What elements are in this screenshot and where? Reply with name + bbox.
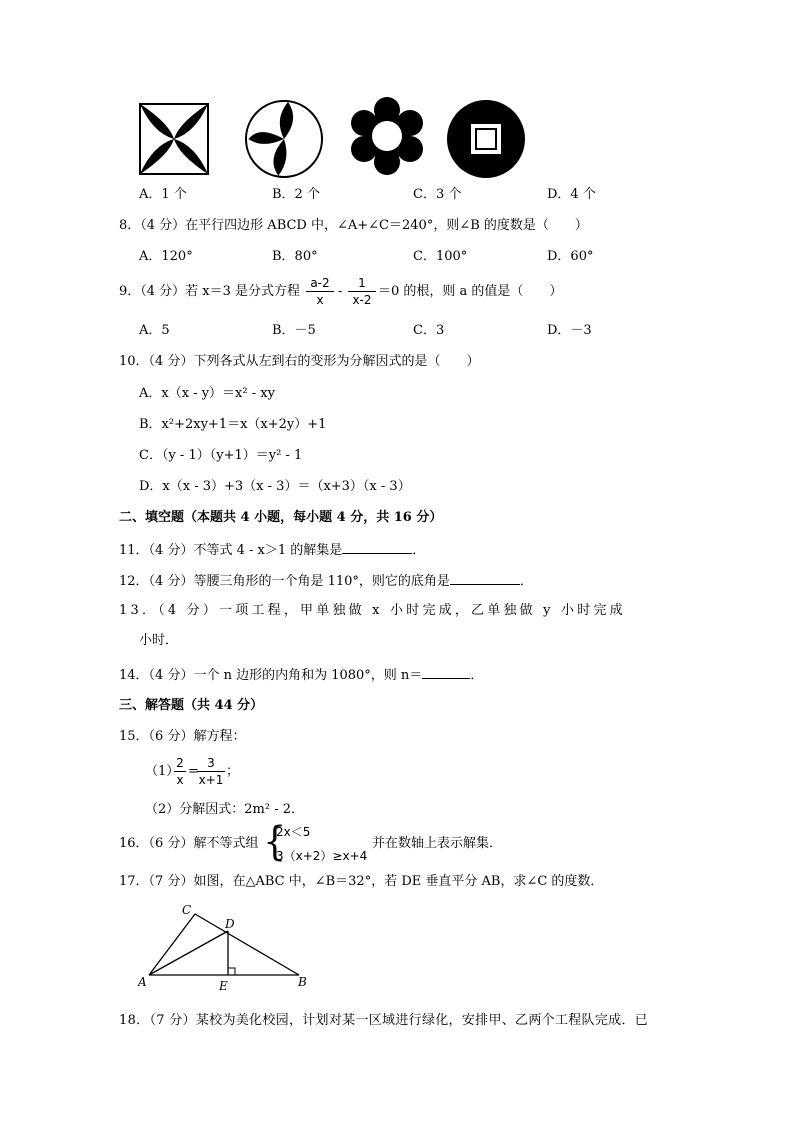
q8-option-c[interactable]: C．100° <box>413 249 468 264</box>
q7-option-b[interactable]: B．2 个 <box>272 187 320 202</box>
q11-period: ． <box>412 543 426 558</box>
q14 <box>119 667 483 682</box>
q10-stem: 10．（4 分）下列各式从左到右的变形为分解因式的是（ ） <box>119 354 480 369</box>
q12-period: ． <box>519 574 533 589</box>
figure-coin <box>446 99 526 179</box>
q10-option-a[interactable]: A．x（x - y）＝x² - xy <box>139 386 275 401</box>
figure-square-leaves <box>139 103 209 175</box>
q15-sub1-left-fraction <box>174 757 186 786</box>
q8-stem: 8．（4 分）在平行四边形 ABCD 中，∠A+∠C＝240°，则∠B 的度数是（ ） <box>119 218 588 233</box>
q16-brace: { <box>263 819 287 865</box>
q15-sub1-end: ； <box>226 764 240 779</box>
label-d: D <box>225 917 235 931</box>
q8-option-d[interactable]: D．60° <box>547 249 594 264</box>
figure-circle-blades <box>244 99 324 179</box>
q15-sub1-label: （1） <box>145 764 180 779</box>
q15-stem: 15．（6 分）解方程： <box>119 729 246 744</box>
q16-stem-post: 并在数轴上表示解集． <box>372 836 503 851</box>
q9-fraction-1-numerator: a-2 <box>310 276 330 290</box>
q7-option-d[interactable]: D．4 个 <box>547 187 596 202</box>
q12-text: 12．（4 分）等腰三角形的一个角是 110°，则它的底角是 <box>119 574 450 589</box>
q15-sub1-left-denominator: x <box>176 773 184 787</box>
q15-sub1-equals: = <box>188 764 199 779</box>
q15-sub2: （2）分解因式：2m² - 2． <box>145 802 305 817</box>
q12-answer-blank[interactable] <box>450 573 520 585</box>
q7-option-c[interactable]: C．3 个 <box>413 187 462 202</box>
q11 <box>119 542 425 557</box>
section-3-heading: 三、解答题（共 44 分） <box>119 698 264 713</box>
label-e: E <box>219 979 228 992</box>
q11-text: 11．（4 分）不等式 4 - x＞1 的解集是 <box>119 543 343 558</box>
q10-option-d[interactable]: D．x（x - 3）+3（x - 3）＝（x+3）（x - 3） <box>139 479 411 494</box>
q15-sub1-right-denominator: x+1 <box>198 773 224 787</box>
section-2-heading: 二、填空题（本题共 4 小题，每小题 4 分，共 16 分） <box>119 510 443 525</box>
q9-fraction-1 <box>306 277 334 306</box>
q18-stem: 18．（7 分）某校为美化校园，计划对某一区域进行绿化，安排甲、乙两个工程队完成．已 <box>119 1013 649 1028</box>
q8-option-b[interactable]: B．80° <box>272 249 318 264</box>
q9-fraction-1-denominator: x <box>316 293 324 307</box>
q9-fraction-2-denominator: x-2 <box>352 293 372 307</box>
label-c: C <box>182 903 192 917</box>
q15-sub1-right-fraction <box>197 757 225 786</box>
q9-option-d[interactable]: D．－3 <box>547 323 592 338</box>
q17-triangle-diagram <box>135 900 315 992</box>
q9-option-b[interactable]: B．－5 <box>272 323 316 338</box>
q17-stem: 17．（7 分）如图，在△ABC 中，∠B＝32°，若 DE 垂直平分 AB，求∠C 的度数． <box>119 874 604 889</box>
figure-flower <box>348 96 426 176</box>
q16-inequality-2: 3（x+2）≥x+4 <box>276 849 368 863</box>
q9-fraction-2-numerator: 1 <box>358 276 366 290</box>
q15-sub1-left-numerator: 2 <box>176 756 184 770</box>
q13-line-1: 13．（4 分）一项工程，甲单独做 x 小时完成，乙单独做 y 小时完成 <box>119 603 626 618</box>
label-b: B <box>298 975 307 989</box>
q16-stem-pre: 16．（6 分）解不等式组 <box>119 836 259 851</box>
q7-option-a[interactable]: A．1 个 <box>139 187 187 202</box>
q13-line-2: 小时． <box>139 633 179 648</box>
q9-option-a[interactable]: A．5 <box>139 323 170 338</box>
q8-option-a[interactable]: A．120° <box>139 249 193 264</box>
q10-option-c[interactable]: C．（y - 1）（y+1）＝y² - 1 <box>139 448 303 463</box>
label-a: A <box>138 975 147 989</box>
q9-fraction-2 <box>348 277 376 306</box>
q9-minus: - <box>338 284 343 299</box>
q11-answer-blank[interactable] <box>342 542 412 554</box>
q10-option-b[interactable]: B．x²+2xy+1＝x（x+2y）+1 <box>139 417 327 432</box>
q14-period: ． <box>470 668 484 683</box>
q14-text: 14．（4 分）一个 n 边形的内角和为 1080°，则 n＝ <box>119 668 423 683</box>
q15-sub1-right-numerator: 3 <box>207 756 215 770</box>
q12 <box>119 573 533 588</box>
q16-inequality-1: 2x＜5 <box>276 825 311 839</box>
q9-option-c[interactable]: C．3 <box>413 323 445 338</box>
q9-stem-post: ＝0 的根，则 a 的值是（ ） <box>378 284 563 299</box>
q14-answer-blank[interactable] <box>422 667 470 679</box>
q9-stem-pre: 9．（4 分）若 x＝3 是分式方程 <box>119 284 301 299</box>
